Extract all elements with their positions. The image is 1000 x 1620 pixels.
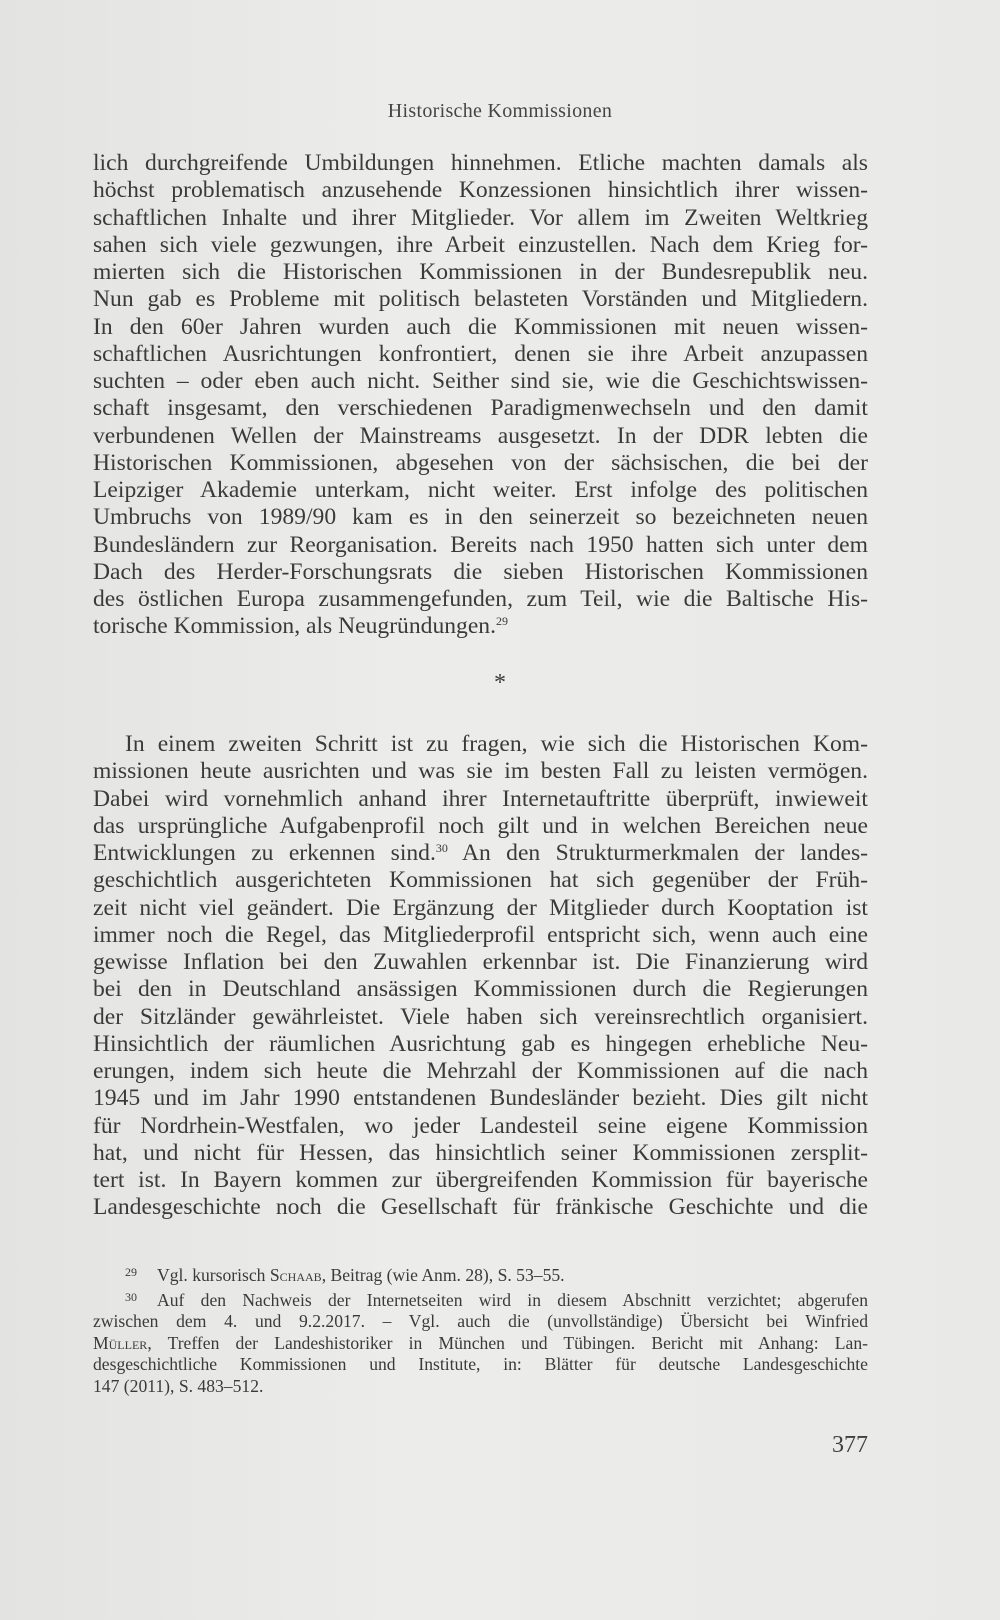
text-line: Bundesländern zur Reorganisation. Bereits nach 1950 hatten sich unter dem	[93, 531, 868, 558]
text-line: immer noch die Regel, das Mitgliederprofil entspricht sich, wenn auch eine	[93, 921, 868, 948]
text-line: für Nordrhein-Westfalen, wo jeder Landesteil seine eigene Kommission	[93, 1112, 868, 1139]
footnote-reference-30[interactable]: 30	[435, 841, 448, 855]
text-segment: torische Kommission, als Neugründungen.	[93, 613, 497, 640]
text-line: tert ist. In Bayern kommen zur übergreifenden Kommission für bayerische	[93, 1167, 868, 1193]
text-line: 1945 und im Jahr 1990 entstandenen Bundesländer bezieht. Dies gilt nicht	[93, 1085, 868, 1112]
text-line: gewisse Inflation bei den Zuwahlen erkennbar ist. Die Finanzierung wird	[93, 949, 868, 975]
text-line: lich durchgreifende Umbildungen hinnehmen. Etliche machten damals als	[93, 150, 868, 176]
text-line: sahen sich viele gezwungen, ihre Arbeit einzustellen. Nach dem Krieg for-	[93, 231, 868, 258]
footnote-text: Auf den Nachweis der Internetseiten wird in diesem Abschnitt verzichtet; abgerufen	[157, 1289, 868, 1310]
footnote-author: Schaab	[269, 1265, 322, 1285]
text-line-last	[93, 613, 868, 640]
footnote-30	[93, 1287, 868, 1398]
text-line: mierten sich die Historischen Kommissionen in der Bundesrepublik neu.	[93, 259, 868, 285]
text-line: verbundenen Wellen der Mainstreams ausgesetzt. In der DDR lebten die	[93, 422, 868, 449]
footnote-line: zwischen dem 4. und 9.2.2017. – Vgl. auch die (unvollständige) Übersicht bei Winfried	[93, 1311, 868, 1331]
footnote-line	[93, 1262, 868, 1287]
text-line: schaftlichen Ausrichtungen konfrontiert, denen sie ihre Arbeit anzupassen	[93, 340, 868, 367]
text-line: Historischen Kommissionen, abgesehen von der sächsischen, die bei der	[93, 449, 868, 476]
text-line: geschichtlich ausgerichteten Kommissionen hat sich gegenüber der Früh-	[93, 867, 868, 894]
text-segment: Entwicklungen zu erkennen sind.	[93, 840, 436, 866]
running-head: Historische Kommissionen	[387, 100, 613, 122]
paragraph-1	[93, 150, 868, 641]
footnote-text: , Treffen der Landeshistoriker in München und Tübingen. Bericht mit Anhang: Lan-	[147, 1332, 868, 1353]
text-line: bei den in Deutschland ansässigen Kommissionen durch die Regierungen	[93, 976, 868, 1003]
text-line-with-footnote	[93, 840, 868, 867]
text-line: des östlichen Europa zusammengefunden, zum Teil, wie die Baltische His-	[93, 586, 868, 612]
text-segment: An den Strukturmerkmalen der landes-	[447, 840, 869, 866]
footnote-text: , Beitrag (wie Anm. 28), S. 53–55.	[321, 1265, 565, 1285]
text-line: schaft insgesamt, den verschiedenen Paradigmenwechseln und den damit	[93, 395, 868, 422]
text-line: erungen, indem sich heute die Mehrzahl der Kommissionen auf die nach	[93, 1058, 868, 1084]
footnote-29	[93, 1262, 868, 1287]
text-line: Dabei wird vornehmlich anhand ihrer Internetauftritte überprüft, inwieweit	[93, 785, 868, 812]
text-line: hat, und nicht für Hessen, das hinsichtlich seiner Kommissionen zersplit-	[93, 1139, 868, 1166]
text-line: höchst problematisch anzusehende Konzessionen hinsichtlich ihrer wissen-	[93, 177, 868, 204]
section-separator-asterisk: *	[494, 670, 506, 696]
footnote-number: 30	[125, 1289, 137, 1304]
text-line: zeit nicht viel geändert. Die Ergänzung der Mitglieder durch Kooptation ist	[93, 894, 868, 921]
text-line: missionen heute ausrichten und was sie im besten Fall zu leisten vermögen.	[93, 758, 868, 785]
footnote-text: Vgl. kursorisch	[157, 1265, 270, 1285]
text-line: Leipziger Akademie unterkam, nicht weiter. Erst infolge des politischen	[93, 477, 868, 503]
footnotes	[93, 1262, 868, 1397]
footnote-reference-29[interactable]: 29	[496, 614, 509, 629]
footnote-line: desgeschichtliche Kommissionen und Institute, in: Blätter für deutsche Landesgeschichte	[93, 1354, 868, 1374]
text-line: das ursprüngliche Aufgabenprofil noch gilt und in welchen Bereichen neue	[93, 812, 868, 839]
footnote-number: 29	[125, 1265, 137, 1279]
text-line: Landesgeschichte noch die Gesellschaft für fränkische Geschichte und die	[93, 1194, 868, 1221]
footnote-author: Müller	[93, 1332, 148, 1353]
text-line: schaftlichen Inhalte und ihrer Mitglieder. Vor allem im Zweiten Weltkrieg	[93, 204, 868, 231]
text-line: In einem zweiten Schritt ist zu fragen, wie sich die Historischen Kom-	[125, 731, 868, 757]
footnote-line: 147 (2011), S. 483–512.	[93, 1375, 264, 1396]
text-line: In den 60er Jahren wurden auch die Kommissionen mit neuen wissen-	[93, 313, 868, 340]
text-line: Hinsichtlich der räumlichen Ausrichtung gab es hingegen erhebliche Neu-	[93, 1030, 868, 1057]
text-line: Dach des Herder-Forschungsrats die sieben Historischen Kommissionen	[93, 558, 868, 585]
text-line: Umbruchs von 1989/90 kam es in den seinerzeit so bezeichneten neuen	[93, 504, 868, 531]
footnote-line	[93, 1287, 868, 1312]
text-line: der Sitzländer gewährleistet. Viele haben sich vereinsrechtlich organisiert.	[93, 1003, 868, 1030]
text-line: suchten – oder eben auch nicht. Seither sind sie, wie die Geschichtswissen-	[93, 368, 868, 394]
footnote-line	[93, 1333, 868, 1355]
paragraph-2	[93, 731, 868, 1222]
text-line: Nun gab es Probleme mit politisch belasteten Vorständen und Mitgliedern.	[93, 286, 868, 313]
page-number: 377	[832, 1432, 868, 1458]
